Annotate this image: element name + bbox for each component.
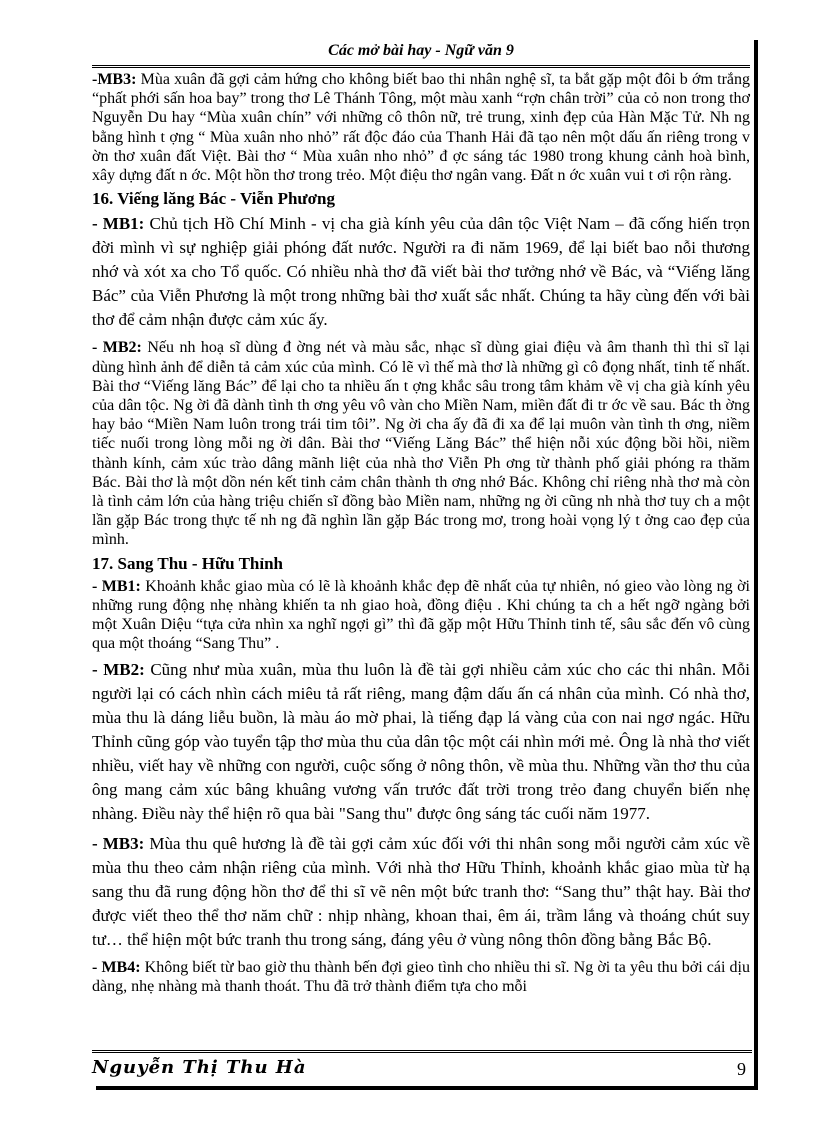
paragraph-label: - MB2: — [92, 339, 142, 357]
paragraph — [92, 70, 750, 185]
page-number: 9 — [737, 1059, 746, 1079]
footer-author: Nguyễn Thị Thu Hà — [92, 1057, 307, 1078]
paragraph — [92, 577, 750, 654]
section-heading: 17. Sang Thu - Hữu Thỉnh — [92, 553, 284, 573]
paragraph-text: Cũng như mùa xuân, mùa thu luôn là đề tài gợi nhiều cảm xúc cho các thi nhân. Mỗi người lại có cách nhìn cách miêu tả rất riêng, mang đậm dấu ấn cá nhân của mình. Có nhà thơ, mùa thu là dáng liễu buồn, là màu áo mờ phai, là tiếng đạp lá vàng của con nai ngơ ngác. Hữu Thỉnh cũng góp vào tuyển tập thơ mùa thu của dân tộc một cái nhìn mới mẻ. Ông là nhà thơ viết nhiều, viết hay về những con người, cuộc sống ở nông thôn, về mùa thu. Những vần thơ thu của ông mang cảm xúc bâng khuâng vương vấn trước đất trời trong trẻo đang chuyển biến nhẹ nhàng. Điều này thể hiện rõ qua bài "Sang thu" được ông sáng tác cuối năm 1977. — [92, 659, 750, 823]
paragraph — [92, 958, 750, 996]
paragraph-text: Mùa thu quê hương là đề tài gợi cảm xúc đối với thi nhân song mỗi người cảm xúc về mùa thu theo cảm nhận riêng của mình. Với nhà thơ Hữu Thỉnh, khoảnh khắc giao mùa từ hạ sang thu đã rung động hồn thơ để thi sĩ vẽ nên một bức tranh thơ: “Sang thu” thật hay. Bài thơ được viết theo thể thơ năm chữ : nhịp nhàng, khoan thai, êm ái, trầm lắng và thoáng chút suy tư… thể hiện một bức tranh thu trong sáng, đáng yêu ở vùng nông thôn đồng bằng Bắc Bộ. — [92, 833, 750, 949]
paragraph-label: - MB1: — [92, 214, 145, 234]
page-footer — [92, 1050, 752, 1087]
paragraph — [92, 338, 750, 549]
paragraph-text: Khoảnh khắc giao mùa có lẽ là khoảnh khắc đẹp đẽ nhất của tự nhiên, nó gieo vào lòng ng ời những rung động nhẹ nhàng khiến ta nh giao hoà, đồng điệu . Khi chúng ta ch a hết ngỡ ngàng bởi một Xuân Diệu “tựa cửa nhìn xa nghĩ ngợi gì” thì đã gặp một Hữu Thỉnh tinh tế, sâu sắc đến vô cùng qua một thoáng “Sang Thu” . — [92, 577, 750, 653]
document-body — [92, 70, 750, 996]
document-page — [92, 42, 750, 1000]
header-title: Các mở bài hay - Ngữ văn 9 — [328, 42, 514, 59]
paragraph-text: Không biết từ bao giờ thu thành bến đợi gieo tình cho nhiều thi sĩ. Ng ời ta yêu thu bởi cái dịu dàng, nhẹ nhàng mà thanh thoát. Thu đã trở thành điểm tựa cho mỗi — [92, 958, 750, 995]
paragraph — [92, 832, 750, 952]
paragraph-label: -MB3: — [92, 71, 137, 88]
paragraph-text: Nếu nh hoạ sĩ dùng đ ờng nét và màu sắc, nhạc sĩ dùng giai điệu và âm thanh thì thi sĩ lại dùng hình ảnh để diễn tả cảm xúc của mình. Có lẽ vì thế mà thơ là những gì cô đọng nhất, tinh tế nhất. Bài thơ “Viếng lăng Bác” để lại cho ta nhiều ấn t ợng khắc sâu trong tâm khảm về vị cha già kính yêu của dân tộc. Ng ời đã dành tình th ơng yêu vô vàn cho Miền Nam, miền đất đi tr ớc về sau. Bác th ờng hay bảo “Miền Nam luôn trong trái tim tôi”. Ng ời cha ấy đã đi xa để lại muôn vàn tình th ơng, niềm tiếc nuối trong lòng mỗi ng ời dân. Bài thơ “Viếng Lăng Bác” thể hiện nỗi xúc động bồi hồi, niềm thành kính, cảm xúc trào dâng mãnh liệt của nhà thơ Viễn Ph ơng từ thành phố giải phóng ra thăm Bác. Bài thơ là một dồn nén kết tinh cảm chân thành th ơng nhớ Bác. Không chỉ riêng nhà thơ mà còn là tình cảm lớn của hàng triệu chiến sĩ đồng bào Miền nam, những ng ời cũng nh nhà thơ tuy ch a một lần gặp Bác trong thực tế nh ng đã nghìn lần gặp Bác trong mơ, trong hoài vọng lý t ởng cao đẹp của mình. — [92, 339, 750, 549]
section-heading: 16. Viếng lăng Bác - Viễn Phương — [92, 189, 336, 209]
page-border-shadow-right — [754, 40, 758, 1088]
paragraph-label: - MB2: — [92, 659, 145, 679]
paragraph-text: Mùa xuân đã gợi cảm hứng cho không biết bao thi nhân nghệ sĩ, ta bắt gặp một đôi b ớm trắng “phất phới sấn hoa bay” trong thơ Lê Thánh Tông, một màu xanh “rợn chân trời” của cỏ non trong thơ Nguyễn Du hay “Mùa xuân chín” với những cô thôn nữ, trẻ trung, xinh đẹp của Hàn Mặc Tử. Nh ng bằng hình t ợng “ Mùa xuân nho nhỏ” rất độc đáo của Thanh Hải đã tạo nên một dấu ấn riêng trong v ờn thơ xuân đất Việt. Bài thơ “ Mùa xuân nho nhỏ” đ ợc sáng tác 1980 trong khung cảnh hoà bình, xây dựng đất n ớc. Một hồn thơ trong trẻo. Một điệu thơ ngân vang. Đất n ớc xuân vui t ơi rộn ràng. — [92, 71, 750, 185]
paragraph — [92, 658, 750, 826]
paragraph-text: Chủ tịch Hồ Chí Minh - vị cha già kính yêu của dân tộc Việt Nam – đã cống hiến trọn đời mình vì sự nghiệp giải phóng đất nước. Người ra đi năm 1969, để lại biết bao nỗi thương nhớ và xót xa cho Tổ quốc. Có nhiều nhà thơ đã viết bài thơ tưởng nhớ về Bác, và “Viếng lăng Bác” của Viễn Phương là một trong những bài thơ xuất sắc nhất. Chúng ta hãy cùng đến với bài thơ để cảm nhận được cảm xúc ấy. — [92, 214, 750, 330]
paragraph — [92, 212, 750, 332]
paragraph-label: - MB4: — [92, 958, 141, 976]
page-header — [92, 42, 750, 68]
paragraph-label: - MB3: — [92, 833, 145, 853]
paragraph-label: - MB1: — [92, 577, 141, 595]
